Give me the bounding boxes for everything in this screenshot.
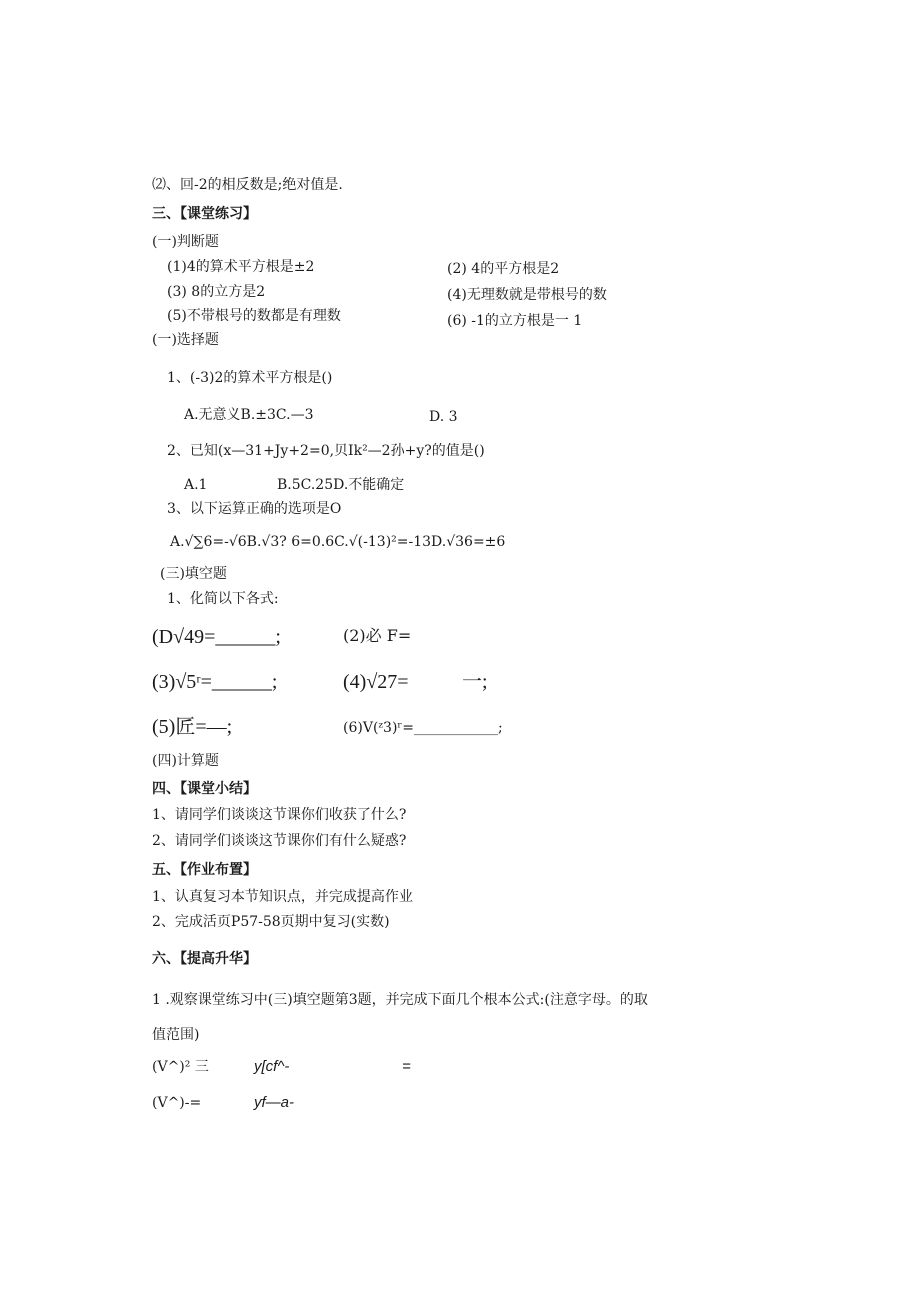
choice-q1: 1、(-3)2的算术平方根是() [167,370,333,386]
judge-item-4: (4)无理数就是带根号的数 [447,287,607,303]
formula-1-equals: = [402,1058,411,1075]
homework-item-2: 2、完成活页P57-58页期中复习(实数) [152,914,390,930]
judge-item-1: (1)4的算术平方根是±2 [167,259,315,275]
section-6-heading: 六、【提高升华】 [152,951,257,967]
judge-item-6: (6) -1的立方根是一 1 [447,313,583,329]
fill-expr-4: (4)√27= [343,671,409,693]
improve-paragraph-line-2: 值范围) [152,1027,200,1043]
summary-item-2: 2、请同学们谈谈这节课你们有什么疑惑? [152,833,407,849]
choice-q2: 2、已知(x—31+Jy+2=0,贝Ik²—2孙+y?的值是() [167,443,485,459]
judge-item-5: (5)不带根号的数都是有理数 [167,308,341,324]
choice-q2-option-a: A.1 [184,477,208,493]
fill-expr-1: (D√49=______; [152,626,281,648]
fill-subtitle: 1、化简以下各式: [167,591,279,607]
formula-2-left: (V^)-= [152,1095,202,1111]
formula-1-left: (V^)² 三 [152,1059,209,1075]
calc-title: (四)计算题 [152,753,219,769]
section-4-heading: 四、【课堂小结】 [152,781,257,797]
homework-item-1: 1、认真复习本节知识点，并完成提高作业 [152,889,413,905]
choice-q3-options: A.√∑6=-√6B.√3? 6=0.6C.√(-13)²=-13D.√36=±6 [170,534,506,550]
judge-title: (一)判断题 [152,234,219,250]
judge-item-3: (3) 8的立方是2 [167,284,266,300]
summary-item-1: 1、请同学们谈谈这节课你们收获了什么? [152,807,407,823]
judge-item-2: (2) 4的平方根是2 [447,261,560,277]
choice-q1-options-abc: A.无意义B.±3C.—3 [184,407,314,423]
choice-q3: 3、以下运算正确的选项是O [167,501,342,517]
choice-q2-options-bcd: B.5C.25D.不能确定 [277,477,405,493]
fill-expr-2: (2)必 F= [343,626,412,645]
fill-expr-5: (5)匠=—; [152,716,233,738]
choice-title: (一)选择题 [152,332,219,348]
formula-1-middle: y[cf^- [254,1058,290,1075]
section-5-heading: 五、【作业布置】 [152,862,257,878]
intro-line-2: ⑵、回-2的相反数是;绝对值是. [152,177,343,193]
section-3-heading: 三、【课堂练习】 [152,206,257,222]
fill-expr-3: (3)√5ʳ=______; [152,671,278,693]
formula-2-middle: yf—a- [254,1094,295,1111]
fill-title: (三)填空题 [160,566,227,582]
fill-expr-4-tail: 一; [462,671,488,693]
improve-paragraph-line-1: 1 .观察课堂练习中(三)填空题第3题，并完成下面几个根本公式:(注意字母。的取 [152,992,648,1008]
fill-expr-6: (6)V(ᶻ3)ʳ=____________; [343,720,503,736]
choice-q1-option-d: D. 3 [429,409,458,425]
